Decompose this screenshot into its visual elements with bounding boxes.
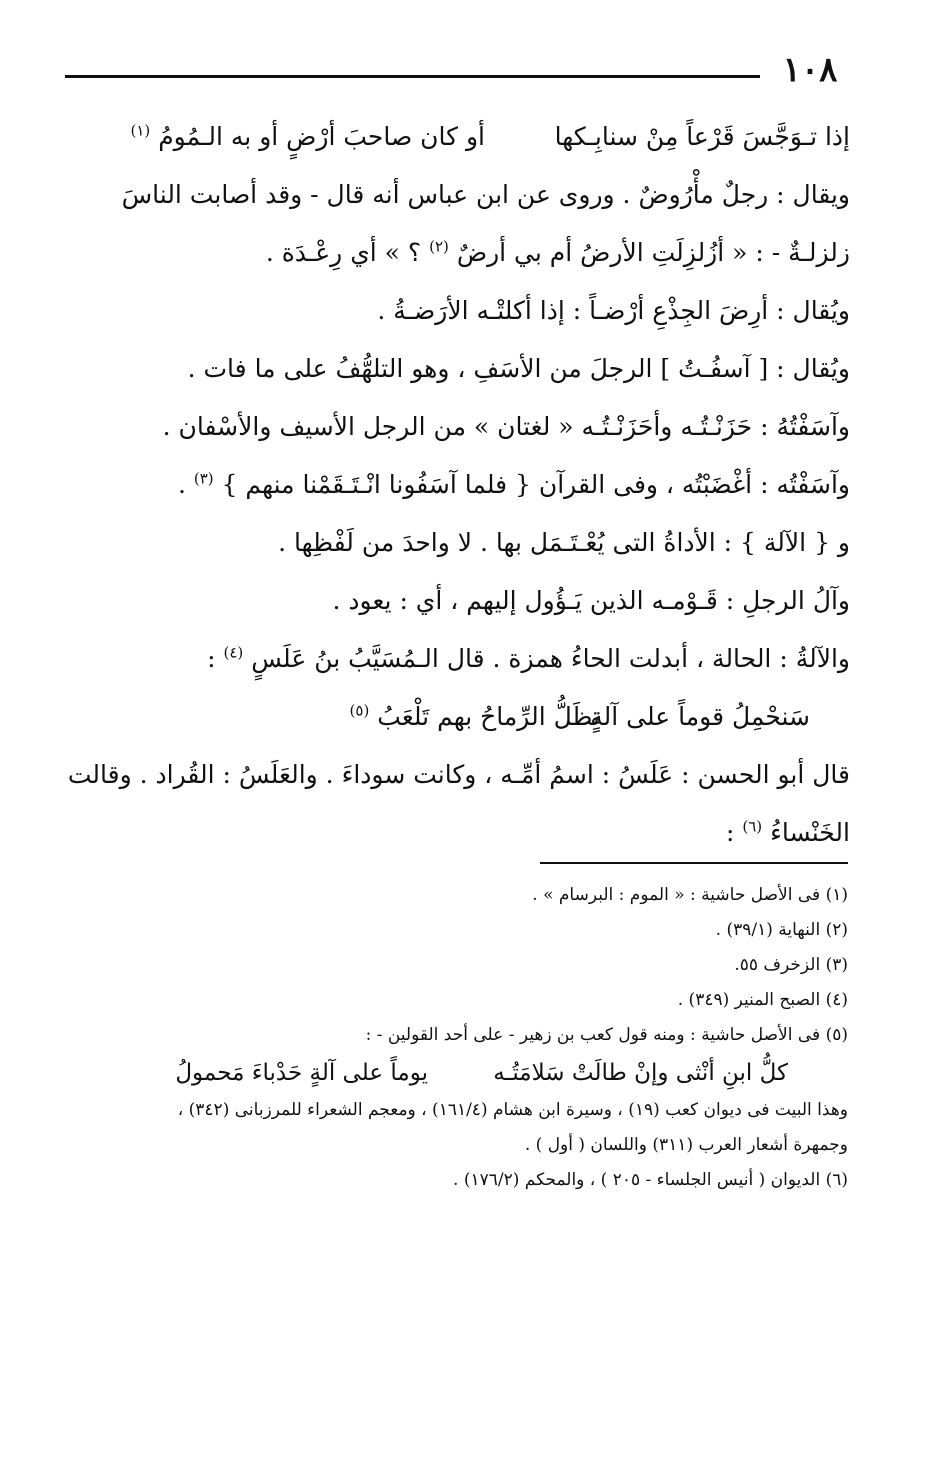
footnote-5: (٥) فى الأصل حاشية : ومنه قول كعب بن زهير - على أحد القولين - : xyxy=(365,1025,848,1045)
text-segment: . xyxy=(177,470,186,499)
footnote-separator xyxy=(540,862,848,864)
text-segment: زلزلـةٌ - : « أزُلزِلَتِ الأرضُ أم بي أرضٌ xyxy=(456,238,850,267)
text-line xyxy=(62,456,850,514)
text-line: و { الآلة } : الأداةُ التى يُعْـتَـمَل بها . لا واحدَ من لَفْظِها . xyxy=(278,528,850,557)
text-line xyxy=(62,630,850,688)
footnote-4: (٤) الصبح المنير (٣٤٩) . xyxy=(677,990,848,1010)
footnote-5-continuation: وجمهرة أشعار العرب (٣١١) واللسان ( أول ) . xyxy=(524,1135,848,1155)
text-segment: : xyxy=(725,818,735,847)
verse-first-hemistich: إذا تـوَجَّسَ قَرْعاً مِنْ سنابِـكها xyxy=(554,122,850,151)
text-line xyxy=(62,804,850,862)
verse-line xyxy=(62,108,850,166)
text-line: قال أبو الحسن : عَلَسُ : اسمُ أمِّـه ، وكانت سوداءَ . والعَلَسُ : القُراد . وقالت xyxy=(67,760,850,789)
footnote-ref: (٦) xyxy=(742,817,763,836)
text-segment: : xyxy=(207,644,216,673)
footnote-2: (٢) النهاية (٣٩/١) . xyxy=(715,920,848,940)
footnote-verse xyxy=(62,1053,848,1093)
text-line: ويقال : رجلٌ مأْرُوضٌ . وروى عن ابن عباس أنه قال - وقد أصابت الناسَ xyxy=(121,180,850,209)
text-segment: ؟ » أي رِعْـدَة . xyxy=(265,238,422,267)
footnote-6: (٦) الديوان ( أنيس الجلساء - ٢٠٥ ) ، والمحكم (١٧٦/٢) . xyxy=(453,1170,848,1190)
footnote-ref: (١) xyxy=(130,121,151,140)
text-segment: الخَنْساءُ xyxy=(770,818,850,847)
footnote-verse-second-hemistich: يوماً على آلةٍ حَدْباءَ مَحمولُ xyxy=(175,1060,428,1086)
text-line xyxy=(62,224,850,282)
text-line: ويُقال : [ آسفُـتُ ] الرجلَ من الأسَفِ ، وهو التلهُّفُ على ما فات . xyxy=(187,354,850,383)
footnote-ref: (٢) xyxy=(429,237,449,256)
text-line: وآسَفْتُهُ : حَزَنْـتُـه وأحَزَنْـتُـه « لغتان » من الرجل الأسيف والأسْفان . xyxy=(162,412,850,441)
verse-second-hemistich-text: أو كان صاحبَ أرْضٍ أو به الـمُومُ xyxy=(158,122,485,151)
footnote-ref: (٣) xyxy=(193,469,214,488)
footnote-ref: (٤) xyxy=(223,643,244,662)
text-line: ويُقال : أرِضَ الجِذْعِ أرْضـاً : إذا أكلتْـه الأرَضـةُ . xyxy=(377,296,850,325)
page-number: ١٠٨ xyxy=(782,50,838,90)
text-line: وآلُ الرجلِ : قَـوْمـه الذين يَـؤُول إليهم ، أي : يعود . xyxy=(332,586,850,615)
footnote-ref: (٥) xyxy=(349,701,370,720)
verse-line xyxy=(62,688,850,746)
footnote-1: (١) فى الأصل حاشية : « الموم : البرسام » . xyxy=(532,885,848,905)
main-text xyxy=(62,108,850,862)
footnotes xyxy=(62,878,848,1198)
verse-first-hemistich: سَنحْمِلُ قوماً على آلةٍ xyxy=(590,702,810,731)
header-rule xyxy=(65,75,760,78)
verse-second-hemistich xyxy=(130,108,485,166)
footnote-verse-first-hemistich: كلُّ ابنِ أنْثى وإنْ طالَتْ سَلامَتُـه xyxy=(493,1060,788,1086)
verse-second-hemistich-text: تظَلُّ الرِّماحُ بهم تَلْعَبُ xyxy=(377,702,600,731)
footnote-3: (٣) الزخرف ٥٥. xyxy=(734,955,848,975)
footnote-5-continuation: وهذا البيت فى ديوان كعب (١٩) ، وسيرة ابن هشام (١٦١/٤) ، ومعجم الشعراء للمرزبانى (٣٤٢) ، xyxy=(177,1100,848,1120)
text-segment: والآلةُ : الحالة ، أبدلت الحاءُ همزة . قال الـمُسَيَّبُ بنُ عَلَسٍ xyxy=(251,644,850,673)
text-segment: وآسَفْتُه : أغْضَبْتُه ، وفى القرآن { فلما آسَفُونا انْـتَـقَمْنا منهم } xyxy=(221,470,850,499)
verse-second-hemistich xyxy=(350,688,600,746)
